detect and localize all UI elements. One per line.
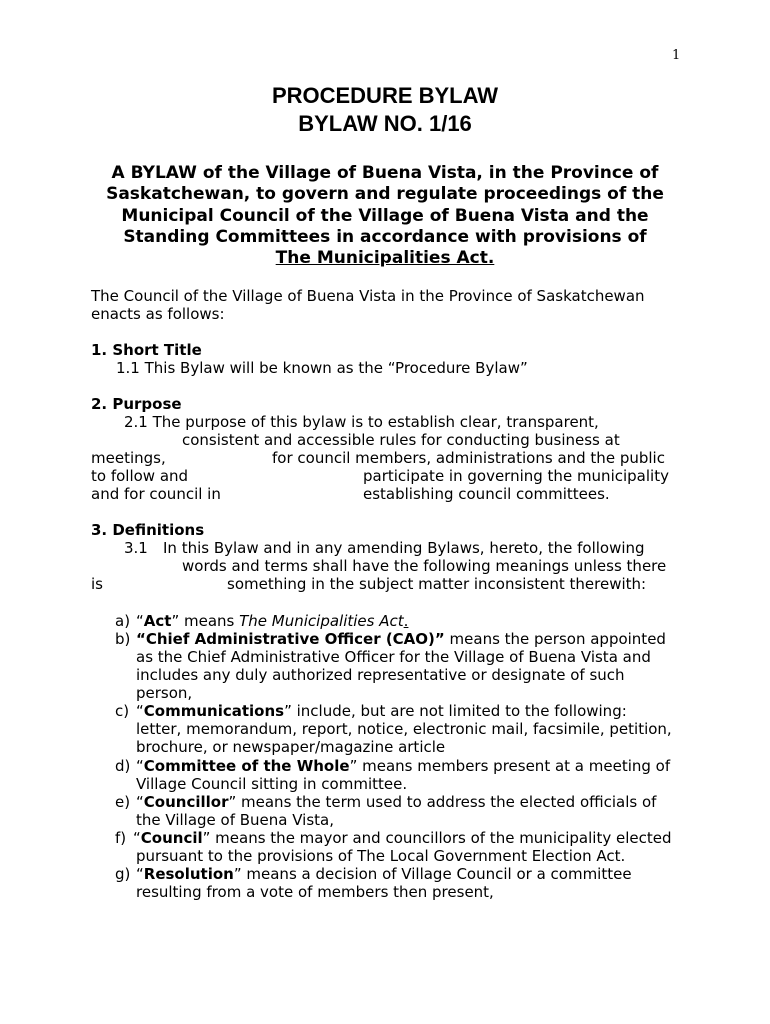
definition-communications-line-3: brochure, or newspaper/magazine article bbox=[136, 738, 446, 756]
enacts-line-2: enacts as follows: bbox=[91, 305, 225, 323]
definition-text: ” means bbox=[171, 612, 240, 630]
section-heading-short-title: 1. Short Title bbox=[91, 341, 202, 359]
open-quote: “ bbox=[136, 612, 144, 630]
section-1-1: 1.1 This Bylaw will be known as the “Procedure Bylaw” bbox=[116, 359, 528, 377]
definition-c-letter: c) bbox=[115, 702, 130, 720]
act-title: The Municipalities Act bbox=[239, 612, 404, 630]
enacts-line-1: The Council of the Village of Buena Vista in the Province of Saskatchewan bbox=[91, 287, 645, 305]
open-quote: “ bbox=[136, 757, 144, 775]
purpose-line-2: consistent and accessible rules for conducting business at bbox=[182, 431, 620, 449]
term-act: Act bbox=[143, 612, 172, 630]
definition-text: ” means members present at a meeting of bbox=[349, 757, 671, 775]
definition-text: means the person appointed bbox=[444, 630, 666, 648]
section-heading-purpose: 2. Purpose bbox=[91, 395, 182, 413]
open-quote: “ bbox=[136, 793, 144, 811]
definition-communications-line-2: letter, memorandum, report, notice, electronic mail, facsimile, petition, bbox=[136, 720, 672, 738]
term-cao: “Chief Administrative Officer (CAO)” bbox=[136, 630, 445, 648]
bylaw-number: BYLAW NO. 1/16 bbox=[298, 111, 472, 136]
definition-council-line-2: pursuant to the provisions of The Local Government Election Act. bbox=[136, 847, 626, 865]
definitions-line-1: In this Bylaw and in any amending Bylaws, hereto, the following bbox=[163, 539, 645, 557]
intro-line-5: The Municipalities Act. bbox=[275, 248, 495, 268]
section-heading-definitions: 3. Definitions bbox=[91, 521, 205, 539]
purpose-line-5b: establishing council committees. bbox=[363, 485, 610, 503]
intro-line-3: Municipal Council of the Village of Buena Vista and the bbox=[121, 206, 649, 226]
definitions-line-3b: something in the subject matter inconsistent therewith: bbox=[227, 575, 647, 593]
definition-council bbox=[133, 829, 671, 847]
definition-committee-of-the-whole bbox=[136, 757, 670, 775]
document-title: PROCEDURE BYLAW bbox=[271, 83, 499, 108]
definition-text: ” means a decision of Village Council or a committee bbox=[233, 865, 632, 883]
definitions-line-2: words and terms shall have the following meanings unless there bbox=[182, 557, 667, 575]
definition-cao-line-4: person, bbox=[136, 684, 193, 702]
definition-cao-line-3: includes any duly authorized representative or designate of such bbox=[136, 666, 625, 684]
open-quote: “ bbox=[133, 829, 141, 847]
open-quote: “ bbox=[136, 702, 144, 720]
definition-committee-line-2: Village Council sitting in committee. bbox=[136, 775, 408, 793]
intro-line-2: Saskatchewan, to govern and regulate proceedings of the bbox=[106, 184, 664, 204]
definition-text: ” means the term used to address the elected officials of bbox=[228, 793, 657, 811]
definition-cao bbox=[136, 630, 666, 648]
open-quote: “ bbox=[136, 865, 144, 883]
purpose-line-3a: meetings, bbox=[91, 449, 166, 467]
definition-councillor-line-2: the Village of Buena Vista, bbox=[136, 811, 335, 829]
intro-line-4: Standing Committees in accordance with provisions of bbox=[123, 227, 647, 247]
definitions-num: 3.1 bbox=[124, 539, 148, 557]
purpose-line-4a: to follow and bbox=[91, 467, 189, 485]
term-councillor: Councillor bbox=[143, 793, 229, 811]
definition-b-letter: b) bbox=[115, 630, 131, 648]
term-council: Council bbox=[140, 829, 203, 847]
definition-resolution bbox=[136, 865, 632, 883]
intro-line-1: A BYLAW of the Village of Buena Vista, in the Province of bbox=[111, 163, 659, 183]
definition-councillor bbox=[136, 793, 656, 811]
definition-act bbox=[136, 612, 408, 630]
definition-e-letter: e) bbox=[115, 793, 131, 811]
definition-text: ” means the mayor and councillors of the municipality elected bbox=[202, 829, 672, 847]
purpose-line-3b: for council members, administrations and the public bbox=[272, 449, 665, 467]
definition-f-letter: f) bbox=[115, 829, 127, 847]
term-communications: Communications bbox=[143, 702, 285, 720]
term-committee-of-the-whole: Committee of the Whole bbox=[143, 757, 350, 775]
definition-a-letter: a) bbox=[115, 612, 131, 630]
definition-text: ” include, but are not limited to the following: bbox=[284, 702, 627, 720]
definition-communications bbox=[136, 702, 627, 720]
page-number: 1 bbox=[672, 48, 681, 63]
purpose-line-1: 2.1 The purpose of this bylaw is to establish clear, transparent, bbox=[124, 413, 599, 431]
definition-cao-line-2: as the Chief Administrative Officer for the Village of Buena Vista and bbox=[136, 648, 651, 666]
definition-g-letter: g) bbox=[115, 865, 131, 883]
purpose-line-4b: participate in governing the municipality bbox=[363, 467, 669, 485]
definition-d-letter: d) bbox=[115, 757, 131, 775]
definition-resolution-line-2: resulting from a vote of members then present, bbox=[136, 883, 494, 901]
period: . bbox=[403, 612, 409, 630]
definitions-line-3a: is bbox=[91, 575, 103, 593]
purpose-line-5a: and for council in bbox=[91, 485, 221, 503]
term-resolution: Resolution bbox=[143, 865, 234, 883]
